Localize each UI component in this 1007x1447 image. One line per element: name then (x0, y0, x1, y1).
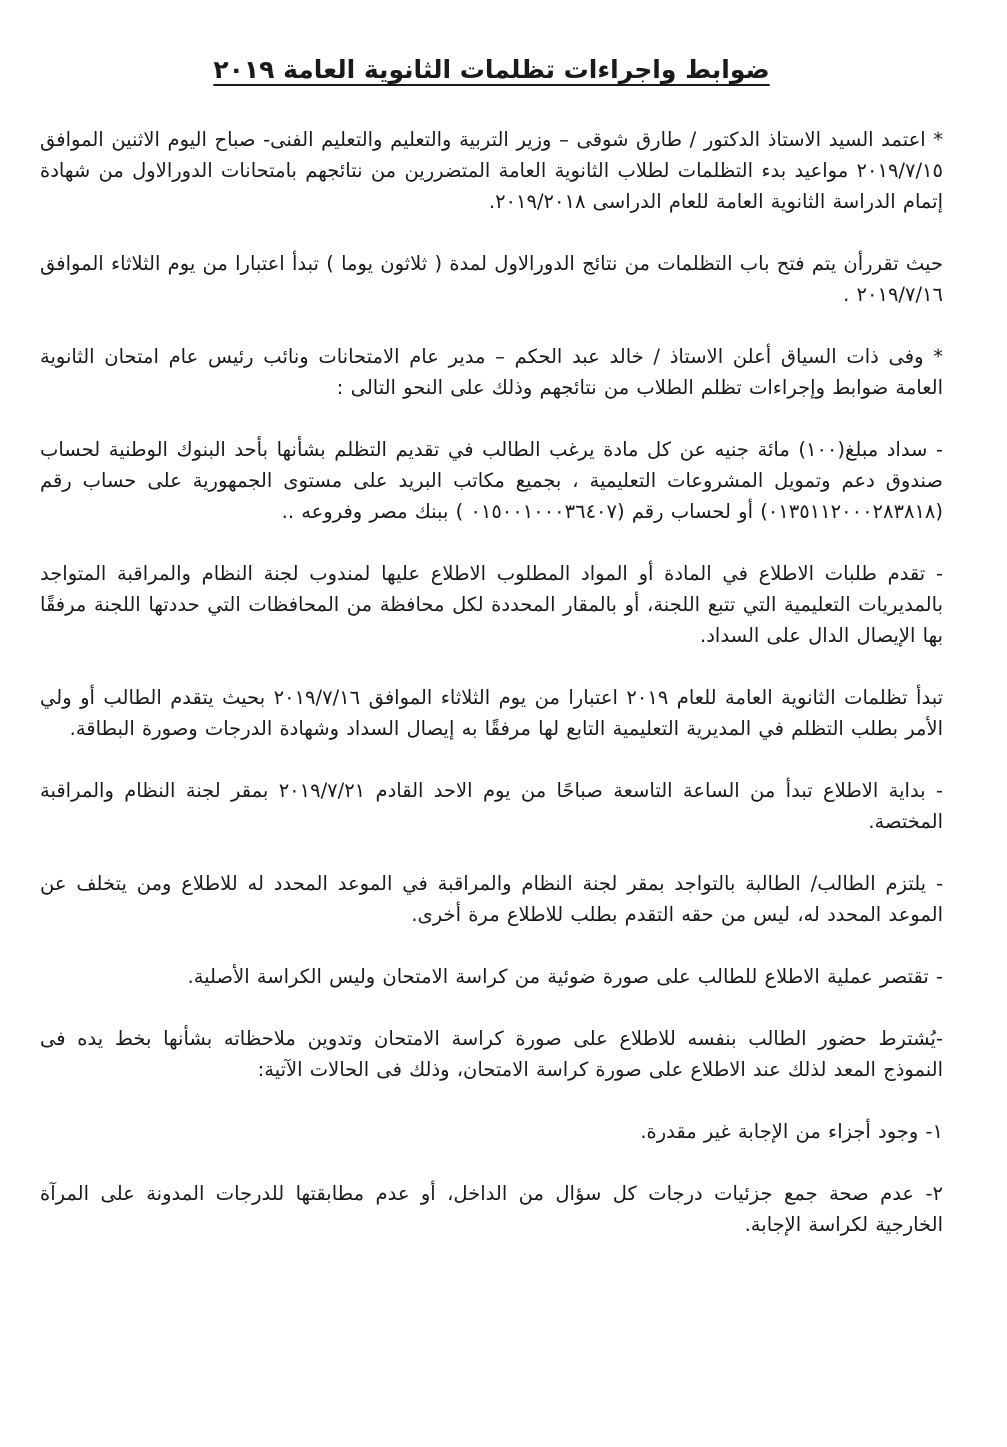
paragraph-approval: * اعتمد السيد الاستاذ الدكتور / طارق شوقى – وزير التربية والتعليم والتعليم الفنى- صباح اليوم الاثنين الموافق ٢٠١٩/٧/١٥ مواعيد بدء التظلمات لطلاب الثانوية العامة المتضررين من نتائجهم بامتحانات الدورالاول من شهادة إتمام الدراسة الثانوية العامة للعام الدراسى ٢٠١٩/٢٠١٨. (40, 128, 943, 213)
list-item-case-1: ١- وجود أجزاء من الإجابة غير مقدرة. (640, 1120, 943, 1143)
paragraph-review-start: - بداية الاطلاع تبدأ من الساعة التاسعة صباحًا من يوم الاحد القادم ٢٠١٩/٧/٢١ بمقر لجنة النظام والمراقبة المختصة. (40, 779, 943, 833)
paragraph-announcement: * وفى ذات السياق أعلن الاستاذ / خالد عبد الحكم – مدير عام الامتحانات ونائب رئيس عام امتحان الثانوية العامة ضوابط وإجراءات تظلم الطلاب من نتائجهم وذلك على النحو التالى : (40, 345, 943, 399)
paragraph-conditions: -يُشترط حضور الطالب بنفسه للاطلاع على صورة كراسة الامتحان وتدوين ملاحظاته بشأنها بخط يده فى النموذج المعد لذلك عند الاطلاع على صورة كراسة الامتحان، وذلك فى الحالات الآتية: (40, 1027, 943, 1081)
paragraph-payment: - سداد مبلغ(١٠٠) مائة جنيه عن كل مادة يرغب الطالب في تقديم التظلم بشأنها بأحد البنوك الوطنية لحساب صندوق دعم وتمويل المشروعات التعليمية ، بجميع مكاتب البريد على مستوى الجمهورية على حساب رقم (٠١٣٥١١٢٠٠٠٢٨٣٨١٨) أو لحساب رقم (٠١٥٠٠١٠٠٠٣٦٤٠٧ ) ببنك مصر وفروعه .. (40, 438, 943, 523)
document-title: ضوابط واجراءات تظلمات الثانوية العامة ٢٠١٩ (213, 55, 770, 84)
list-item-case-2: ٢- عدم صحة جمع جزئيات درجات كل سؤال من الداخل، أو عدم مطابقتها للدرجات المدونة على المرآة الخارجية لكراسة الإجابة. (40, 1182, 943, 1236)
paragraph-attendance: - يلتزم الطالب/ الطالبة بالتواجد بمقر لجنة النظام والمراقبة في الموعد المحدد له للاطلاع ومن يتخلف عن الموعد المحدد له، ليس من حقه التقدم بطلب للاطلاع مرة أخرى. (40, 872, 943, 926)
paragraph-photocopy: - تقتصر عملية الاطلاع للطالب على صورة ضوئية من كراسة الامتحان وليس الكراسة الأصلية. (187, 965, 943, 988)
paragraph-complaint-period: حيث تقررأن يتم فتح باب التظلمات من نتائج الدورالاول لمدة ( ثلاثون يوما ) تبدأ اعتبارا من يوم الثلاثاء الموافق ٢٠١٩/٧/١٦ . (40, 252, 943, 306)
paragraph-requests: - تقدم طلبات الاطلاع في المادة أو المواد المطلوب الاطلاع عليها لمندوب لجنة النظام والمراقبة المتواجد بالمديريات التعليمية التي تتبع اللجنة، أو بالمقار المحددة لكل محافظة من المحافظات التي حددتها اللجنة مرفقًا بها الإيصال الدال على السداد. (40, 562, 943, 647)
paragraph-start-date: تبدأ تظلمات الثانوية العامة للعام ٢٠١٩ اعتبارا من يوم الثلاثاء الموافق ٢٠١٩/٧/١٦ بحيث يتقدم الطالب أو ولي الأمر بطلب التظلم في المديرية التعليمية التابع لها مرفقًا به إيصال السداد وشهادة الدرجات وصورة البطاقة. (40, 686, 944, 740)
